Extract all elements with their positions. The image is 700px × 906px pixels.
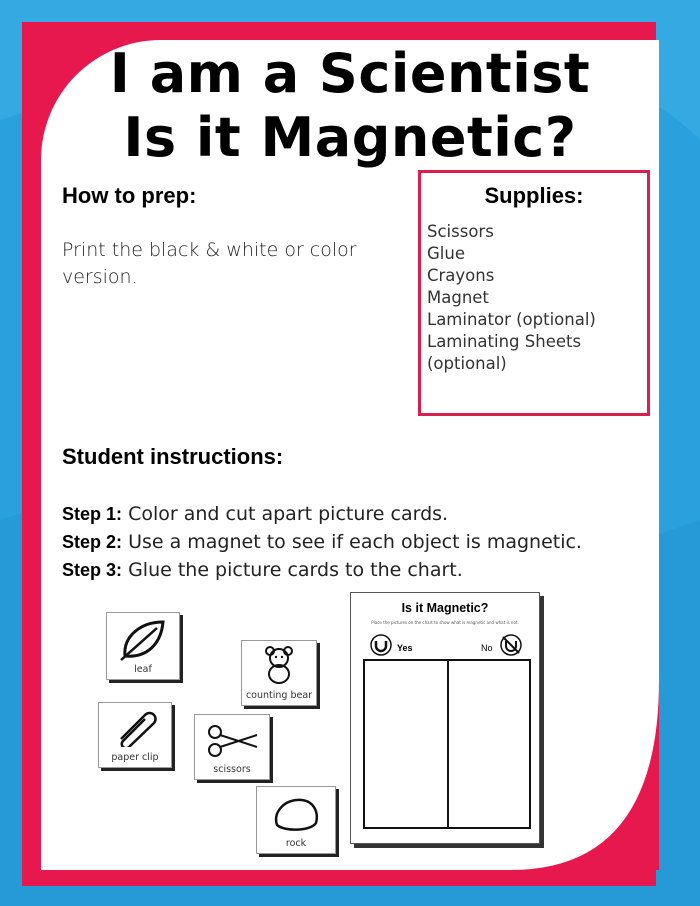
worksheet-no: No [481, 643, 493, 653]
instructions-heading: Student instructions: [62, 444, 284, 469]
magnet-yes-icon [369, 633, 393, 657]
supplies-list [427, 221, 596, 375]
card-rock [256, 786, 336, 854]
card-rock-label: rock [285, 838, 307, 849]
card-bear-label: counting bear [245, 690, 313, 701]
card-leaf [106, 612, 180, 680]
supply-item: Scissors [427, 222, 494, 241]
step-1-label: Step 1: [62, 504, 123, 524]
card-scissors-label: scissors [213, 764, 251, 775]
supplies-box [418, 170, 650, 416]
step-3-text: Glue the picture cards to the chart. [128, 559, 463, 581]
magnet-no-icon [499, 633, 523, 657]
card-leaf-label: leaf [134, 664, 152, 675]
prep-text [62, 237, 357, 291]
worksheet-yes: Yes [397, 643, 413, 653]
supply-item: Laminator (optional) [427, 310, 596, 329]
worksheet-sort-chart [363, 659, 531, 829]
worksheet-divider [447, 661, 449, 827]
supply-item: (optional) [427, 354, 507, 373]
supplies-heading: Supplies: [484, 183, 584, 208]
step-2 [62, 531, 582, 553]
supply-item: Crayons [427, 266, 495, 285]
prep-heading: How to prep: [62, 183, 197, 208]
worksheet-subtitle: Place the pictures on the chart to show what is magnetic and what is not. [371, 620, 519, 625]
rock-icon [271, 795, 321, 833]
worksheet-title: Is it Magnetic? [401, 601, 489, 615]
step-1-text: Color and cut apart picture cards. [128, 503, 449, 525]
step-1 [62, 503, 448, 525]
step-3-label: Step 3: [62, 560, 123, 580]
step-2-label: Step 2: [62, 532, 123, 552]
card-counting-bear [241, 640, 317, 706]
card-scissors [194, 714, 270, 780]
scissors-icon [205, 723, 259, 759]
step-2-text: Use a magnet to see if each object is magnetic. [128, 531, 582, 553]
card-paper-clip [98, 702, 172, 768]
card-clip-label: paper clip [111, 752, 159, 763]
worksheet-preview [350, 592, 540, 844]
prep-text-line1: Print the black & white or color [62, 239, 357, 261]
supply-item: Glue [427, 244, 465, 263]
prep-text-line2: version. [62, 266, 138, 288]
supply-item: Laminating Sheets [427, 332, 582, 351]
bear-icon [261, 645, 297, 685]
paper-clip-icon [111, 709, 159, 747]
page-title-line1: I am a Scientist [109, 42, 591, 105]
step-3 [62, 559, 463, 581]
supply-item: Magnet [427, 288, 489, 307]
page-title-line2: Is it Magnetic? [123, 106, 577, 169]
leaf-icon [117, 618, 169, 662]
